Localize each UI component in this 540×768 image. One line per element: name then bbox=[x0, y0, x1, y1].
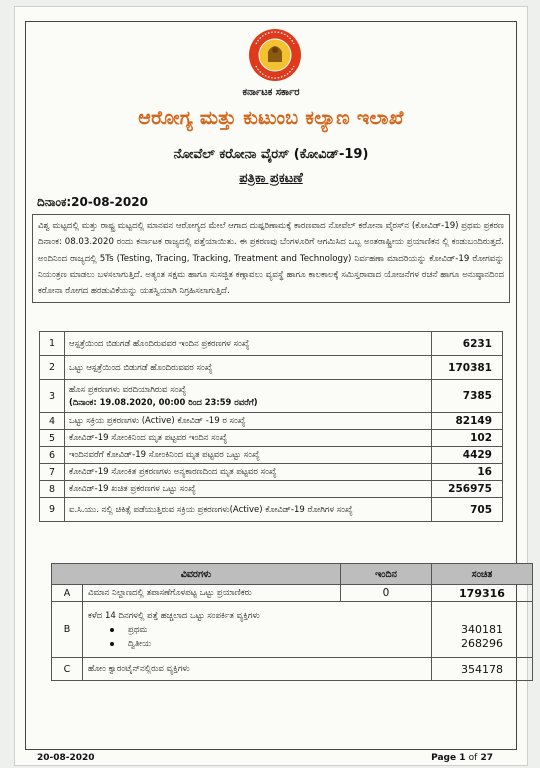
subject-line: ನೋವೆಲ್ ಕರೋನಾ ವೈರಸ್ (ಕೋವಿಡ್-19) bbox=[173, 147, 369, 162]
table-row bbox=[40, 481, 503, 498]
row-number: 2 bbox=[40, 356, 65, 380]
bullet-icon bbox=[110, 628, 114, 632]
row-number: 9 bbox=[40, 498, 65, 522]
row-number: 6 bbox=[40, 447, 65, 464]
row-cumulative-cell bbox=[432, 602, 533, 658]
table-row bbox=[52, 585, 533, 602]
table-row bbox=[40, 464, 503, 481]
header-today: ಇಂದಿನ bbox=[341, 564, 432, 585]
details-header-row bbox=[52, 564, 533, 585]
primary-label: ಪ್ರಥಮ bbox=[128, 624, 148, 635]
table-row bbox=[40, 498, 503, 522]
row-letter: C bbox=[52, 658, 83, 681]
row-text: ಹೋಂ ಕ್ವಾರಂಟೈನ್‌ನಲ್ಲಿರುವ ವ್ಯಕ್ತಿಗಳು bbox=[83, 658, 432, 681]
document-page bbox=[14, 6, 528, 766]
row-number: 7 bbox=[40, 464, 65, 481]
row-label-cell bbox=[65, 380, 432, 413]
department-title: ಆರೋಗ್ಯ ಮತ್ತು ಕುಟುಂಬ ಕಲ್ಯಾಣ ಇಲಾಖೆ bbox=[138, 107, 404, 129]
table-row bbox=[52, 602, 533, 658]
table-row bbox=[52, 658, 533, 681]
row-label: ಕೋವಿಡ್-19 ಖಚಿತ ಪ್ರಕರಣಗಳ ಒಟ್ಟು ಸಂಖ್ಯೆ bbox=[65, 481, 432, 498]
row-value: 256975 bbox=[432, 481, 503, 498]
row-sublabel: (ದಿನಾಂಕ: 19.08.2020, 00:00 ರಿಂದ 23:59 ರವರೆಗೆ) bbox=[69, 396, 258, 407]
row-value: 4429 bbox=[432, 447, 503, 464]
intro-paragraph: ವಿಶ್ವ ಮಟ್ಟದಲ್ಲಿ ಮತ್ತು ರಾಷ್ಟ್ರ ಮಟ್ಟದಲ್ಲಿ ಮಾನವನ ಆರೋಗ್ಯದ ಮೇಲೆ ಆಗಾದ ದುಷ್ಪರಿಣಾಮಕ್ಕೆ ಕಾರಣವಾದ ನೋವೆಲ್ ಕರೋನಾ ವೈರಸ್‌ನ (ಕೋವಿಡ್-19) ಪ್ರಥಮ ಪ್ರಕರಣ ದಿನಾಂಕ: 08.03.2020 ರಂದು ಕರ್ನಾಟಕ ರಾಜ್ಯದಲ್ಲಿ ಪತ್ತೆಯಾಯಿತು. ಈ ಪ್ರಕರಣವು ಬೆಂಗಳೂರಿಗೆ ಆಗಮಿಸಿದ ಒಬ್ಬ ಅಂತರಾಷ್ಟ್ರೀಯ ಪ್ರಯಾಣಿಕನ ಲ್ಲಿ ಕಂಡುಬಂದಿರುತ್ತದೆ. ಅಂದಿನಿಂದ ರಾಜ್ಯದಲ್ಲಿ 5Ts (Testing, Tracing, Tracking, Treatment and Technology) ನಿರ್ವಹಣಾ ಮಾದರಿಯನ್ನು ಕೋವಿಡ್-19 ರೋಗವನ್ನು ನಿಯಂತ್ರಣ ಮಾಡಲು ಬಳಸಲಾಗುತ್ತಿದೆ. ಅತ್ಯಂತ ಸಕ್ಷಮ ಹಾಗೂ ಸುಸಜ್ಜಿತ ಕಣ್ಗಾವಲು ವ್ಯವಸ್ಥೆ ಹಾಗೂ ಕಾಲಕಾಲಕ್ಕೆ ಸಮಿಸ್ತರಾವಾದ ಯೋಜನೆಗಳ ರಚನೆ ಹಾಗೂ ಅನುಷ್ಠಾನದಿಂದ ಕರೋನಾ ರೋಗದ ಹರಡುವಿಕೆಯನ್ನು ಯಶಸ್ವಿಯಾಗಿ ನಿಗ್ರಹಿಸಲಾಗುತ್ತಿದೆ. bbox=[32, 214, 510, 303]
table-row bbox=[40, 447, 503, 464]
row-value: 6231 bbox=[432, 332, 503, 356]
row-label: ಐ.ಸಿ.ಯು. ನಲ್ಲಿ ಚಿಕಿತ್ಸೆ ಪಡೆಯುತ್ತಿರುವ ಸಕ್ರಿಯ ಪ್ರಕರಣಗಳು(Active) ಕೋವಿಡ್-19 ರೋಗಿಗಳ ಸಂಖ್ಯೆ bbox=[65, 498, 432, 522]
row-label: ಆಸ್ಪತ್ರೆಯಿಂದ ಬಿಡುಗಡೆ ಹೊಂದಿರುವವರ ಇಂದಿನ ಪ್ರಕರಣಗಳ ಸಂಖ್ಯೆ bbox=[65, 332, 432, 356]
bullet-icon bbox=[110, 642, 114, 646]
header-details: ವಿವರಗಳು bbox=[52, 564, 341, 585]
row-today-value: 0 bbox=[341, 585, 432, 602]
secondary-label: ದ್ವಿತೀಯ bbox=[128, 638, 152, 649]
row-text: ಕಳೆದ 14 ದಿನಗಳಲ್ಲಿ ಪತ್ತೆ ಹಚ್ಚಲಾದ ಒಟ್ಟು ಸಂಪರ್ಕಿತ ವ್ಯಕ್ತಿಗಳು bbox=[88, 610, 260, 621]
row-text-cell bbox=[83, 602, 432, 658]
row-number: 5 bbox=[40, 430, 65, 447]
stats-table bbox=[39, 331, 503, 522]
table-row bbox=[40, 380, 503, 413]
row-value: 16 bbox=[432, 464, 503, 481]
row-label: ಕೋವಿಡ್-19 ಸೋಂಕಿನಿಂದ ಮೃತ ಪಟ್ಟವರ ಇಂದಿನ ಸಂಖ್ಯೆ bbox=[65, 430, 432, 447]
row-label: ಒಟ್ಟು ಆಸ್ಪತ್ರೆಯಿಂದ ಬಿಡುಗಡೆ ಹೊಂದಿರುವವರ ಸಂಖ್ಯೆ bbox=[65, 356, 432, 380]
page-current: 1 bbox=[459, 753, 466, 763]
secondary-value: 268296 bbox=[461, 637, 503, 650]
government-name: ಕರ್ನಾಟಕ ಸರ್ಕಾರ bbox=[242, 87, 300, 98]
row-text: ವಿಮಾನ ನಿಲ್ದಾಣದಲ್ಲಿ ತಪಾಸಣೆಗೊಳಪಟ್ಟ ಒಟ್ಟು ಪ್ರಯಾಣಿಕರು bbox=[83, 585, 341, 602]
primary-value: 340181 bbox=[461, 623, 503, 636]
table-row bbox=[40, 332, 503, 356]
row-value: 705 bbox=[432, 498, 503, 522]
row-number: 4 bbox=[40, 413, 65, 430]
row-number: 8 bbox=[40, 481, 65, 498]
release-date: ದಿನಾಂಕ:20-08-2020 bbox=[37, 195, 148, 209]
row-label: ಹೊಸ ಪ್ರಕರಣಗಳು ವರದಿಯಾಗಿರುವ ಸಂಖ್ಯೆ bbox=[69, 384, 187, 395]
page-number bbox=[431, 753, 493, 763]
press-release-heading: ಪತ್ರಿಕಾ ಪ್ರಕಟಣೆ bbox=[239, 171, 303, 186]
row-value: 102 bbox=[432, 430, 503, 447]
row-label: ಕೋವಿಡ್-19 ಸೋಂಕಿತ ಪ್ರಕರಣಗಳು ಅನ್ಯಕಾರಣದಿಂದ ಮೃತ ಪಟ್ಟವರ ಸಂಖ್ಯೆ bbox=[65, 464, 432, 481]
row-label: ಇಂದಿನವರೆಗೆ ಕೋವಿಡ್-19 ಸೋಂಕಿನಿಂದ ಮೃತ ಪಟ್ಟವರ ಒಟ್ಟು ಸಂಖ್ಯೆ bbox=[65, 447, 432, 464]
list-item bbox=[110, 639, 426, 649]
row-number: 3 bbox=[40, 380, 65, 413]
row-cumulative-value: 354178 bbox=[432, 658, 533, 681]
row-label: ಒಟ್ಟು ಸಕ್ರಿಯ ಪ್ರಕರಣಗಳು (Active) ಕೋವಿಡ್ -19 ರ ಸಂಖ್ಯೆ bbox=[65, 413, 432, 430]
page-total: 27 bbox=[480, 753, 493, 763]
page-label: Page bbox=[431, 753, 457, 763]
page-of: of bbox=[468, 753, 478, 763]
footer-date: 20-08-2020 bbox=[37, 753, 95, 763]
details-table bbox=[51, 563, 533, 681]
table-row bbox=[40, 356, 503, 380]
row-value: 7385 bbox=[432, 380, 503, 413]
row-value: 82149 bbox=[432, 413, 503, 430]
karnataka-emblem-icon bbox=[248, 28, 302, 82]
header-cumulative: ಸಂಚಿತ bbox=[432, 564, 533, 585]
table-row bbox=[40, 430, 503, 447]
row-letter: A bbox=[52, 585, 83, 602]
row-letter: B bbox=[52, 602, 83, 658]
list-item bbox=[110, 625, 426, 635]
row-cumulative-value: 179316 bbox=[432, 585, 533, 602]
row-number: 1 bbox=[40, 332, 65, 356]
row-value: 170381 bbox=[432, 356, 503, 380]
table-row bbox=[40, 413, 503, 430]
